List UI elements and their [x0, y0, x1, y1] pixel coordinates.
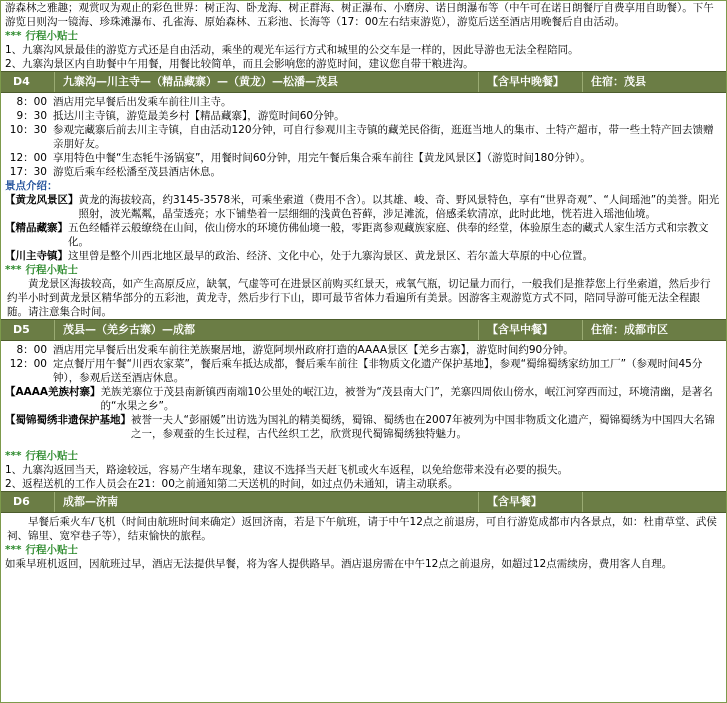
spot-row: [1, 221, 726, 249]
schedule-row: [1, 165, 726, 179]
day-route: 茂县—（羌乡古寨）—成都: [55, 320, 479, 340]
tips-title-text: 行程小贴士: [25, 30, 78, 42]
day-number: D5: [1, 320, 55, 340]
day-route: 成都—济南: [55, 492, 479, 512]
stars-icon: ***: [5, 30, 22, 42]
schedule-time: 12：00: [9, 152, 47, 164]
tip-item: 1、九寨沟风景最佳的游览方式还是自由活动，乘坐的观光车运行方式和城里的公交车是一样的，因此导游也无法全程陪同。: [5, 44, 579, 56]
schedule-time: 17：30: [9, 166, 47, 178]
day-header-d4: [1, 71, 726, 93]
schedule-text: 游览后乘车经松潘至茂县酒店休息。: [53, 166, 221, 178]
tips-section-1: [1, 29, 726, 71]
day-number: D4: [1, 72, 55, 92]
tips-title: [1, 263, 726, 277]
schedule-text: 定点餐厅用午餐“川西农家菜”，餐后乘车抵达成都，餐后乘车前往【非物质文化遗产保护基地】，参观“蜀绵蜀绣家纺加工厂”（参观时间45分钟），参观后送至酒店休息。: [53, 358, 703, 384]
schedule-time: 8：00: [16, 96, 47, 108]
spot-text: 五色经幡祥云般缭绕在山间，依山傍水的环境仿佛仙境一般，零距离参观藏族家庭、供奉的经堂，体验原生态的藏式人家生活方式和宗教文化。: [68, 222, 709, 248]
spot-name: 【AAAA羌族村寨】: [5, 386, 101, 398]
day-meal: 【含早中晚餐】: [479, 72, 583, 92]
day-stay: 住宿：成都市区: [591, 323, 668, 336]
intro-paragraph: [1, 1, 726, 29]
tips-title: [1, 543, 726, 557]
stars-icon: ***: [5, 264, 22, 276]
schedule-text: 酒店用完早餐后出发乘车前往羌族聚居地，游览阿坝州政府打造的AAAA景区【羌乡古寨】，游览时间约90分钟。: [53, 344, 574, 356]
spot-text: 这里曾是整个川西北地区最早的政治、经济、文化中心，处于九寨沟景区、黄龙景区、若尔盖大草原的中心位置。: [68, 250, 593, 262]
day4-schedule: [1, 93, 726, 179]
spot-text: 黄龙的海拔较高，约3145-3578米，可乘坐索道（费用不含）。以其雄、峻、奇、野风景特色，享有“世界奇观”、“人间瑶池”的美誉。阳光照射，波光粼粼，晶莹透亮；水下铺垫着一层细细的浅黄色苔藓，涉足滩流，倍感柔软清凉，此时此地，恍若进入瑶池仙境。: [78, 194, 720, 220]
spot-row: [1, 193, 726, 221]
day-route: 九寨沟—川主寺—（精品藏寨）—（黄龙）—松潘—茂县: [55, 72, 479, 92]
day-meal: 【含早中餐】: [479, 320, 583, 340]
schedule-row: [1, 123, 726, 151]
spot-name: 【精品藏寨】: [5, 222, 68, 234]
tips-section-d5: [1, 449, 726, 491]
day-stay: [583, 492, 726, 512]
schedule-time: 9：30: [16, 110, 47, 122]
tips-section-d4: [1, 263, 726, 319]
spot-row: [1, 249, 726, 263]
tips-section-d6: [1, 543, 726, 571]
schedule-time: 10：30: [9, 124, 47, 136]
schedule-text: 享用特色中餐“生态牦牛汤锅宴”，用餐时间60分钟，用完午餐后集合乘车前往【黄龙风景区】（游览时间180分钟）。: [53, 152, 591, 164]
tips-title: [1, 449, 726, 463]
schedule-row: [1, 95, 726, 109]
tips-title-text: 行程小贴士: [25, 450, 78, 462]
day-number: D6: [1, 492, 55, 512]
stars-icon: ***: [5, 450, 22, 462]
schedule-time: 8：00: [16, 344, 47, 356]
stars-icon: ***: [5, 544, 22, 556]
schedule-text: 参观完藏寨后前去川主寺镇，自由活动120分钟，可自行参观川主寺镇的藏羌民俗街，逛逛当地人的集市、土特产超市，带一些土特产回去馈赠亲朋好友。: [53, 124, 714, 150]
tip-item: 2、返程送机的工作人员会在21：00之前通知第二天送机的时间，如过点仍未通知，请主动联系。: [5, 478, 459, 490]
schedule-time: 12：00: [9, 358, 47, 370]
tips-title-text: 行程小贴士: [25, 544, 78, 556]
day-header-d6: [1, 491, 726, 513]
day6-text: 早餐后乘火车/飞机（时间由航班时间来确定）返回济南，若是下午航班，请于中午12点之前退房，可自行游览成都市内各景点，如：杜甫草堂、武侯祠、锦里、宽窄巷子等），结束愉快的旅程。: [7, 516, 717, 542]
intro-text: 游森林之雅趣；观赏叹为观止的彩色世界：树正沟、卧龙海、树正群海、树正瀑布、小磨房、诺日朗瀑布等（中午可在诺日朗餐厅自费享用自助餐）。下午游览日则沟一镜海、珍珠滩瀑布、孔雀海、原始森林、五彩池、长海等（17：00左右结束游览），游览后送至酒店用晚餐后自由活动。: [5, 2, 714, 28]
tip-item: 1、九寨沟返回当天，路途较远，容易产生堵车现象，建议不选择当天赶飞机或火车返程，以免给您带来没有必要的损失。: [5, 464, 569, 476]
schedule-row: [1, 343, 726, 357]
spot-name: 【黄龙风景区】: [5, 194, 79, 206]
schedule-text: 抵达川主寺镇，游览最美乡村【精品藏寨】，游览时间60分钟。: [53, 110, 345, 122]
spot-text: 被誉一夫人“彭丽媛”出访选为国礼的精美蜀绣，蜀锦、蜀绣也在2007年被列为中国非物质文化遗产，蜀锦蜀绣为中国四大名锦之一，参观蚕的生长过程，古代丝织工艺，欣赏现代蜀锦蜀绣独特魅力。: [131, 414, 715, 440]
schedule-row: [1, 151, 726, 165]
tips-title: [1, 29, 726, 43]
spot-name: 【川主寺镇】: [5, 250, 68, 262]
spot-row: [1, 413, 726, 441]
tip-item: 2、九寨沟景区内自助餐中午用餐，用餐比较简单，而且会影响您的游览时间，建议您自带干粮进沟。: [5, 58, 474, 70]
spot-text: 羌族羌寨位于茂县南新镇西南端10公里处的岷江边，被誉为“茂县南大门”，羌寨四周依山傍水，岷江河穿西而过，环境清幽，是著名的“水果之乡”。: [100, 386, 713, 412]
day-header-d5: [1, 319, 726, 341]
schedule-row: [1, 109, 726, 123]
tips-title-text: 行程小贴士: [25, 264, 78, 276]
schedule-text: 酒店用完早餐后出发乘车前往川主寺。: [53, 96, 232, 108]
tip-text: 黄龙景区海拔较高，如产生高原反应，缺氧，气虚等可在进景区前购买红景天，戒氧气瓶，切记量力而行，一般我们是推荐您上行坐索道，然后步行约半小时到黄龙景区精华部分的五彩池，黄龙寺，然后步行下山，即可最节省体力看遍所有美景。因游客主观游览方式不同，陪同导游可能无法全程跟随。请注意集合时间。: [7, 278, 711, 318]
tip-text: 如乘早班机返回，因航班过早，酒店无法提供早餐，将为客人提供路早。酒店退房需在中午12点之前退房，如超过12点需续房，费用客人自理。: [5, 558, 673, 570]
spot-row: [1, 385, 726, 413]
day-stay: 住宿：茂县: [591, 75, 646, 88]
spots-title: 景点介绍：: [5, 180, 58, 192]
day-meal: 【含早餐】: [479, 492, 583, 512]
schedule-row: [1, 357, 726, 385]
spot-name: 【蜀锦蜀绣非遗保护基地】: [5, 414, 131, 426]
day5-schedule: [1, 341, 726, 385]
